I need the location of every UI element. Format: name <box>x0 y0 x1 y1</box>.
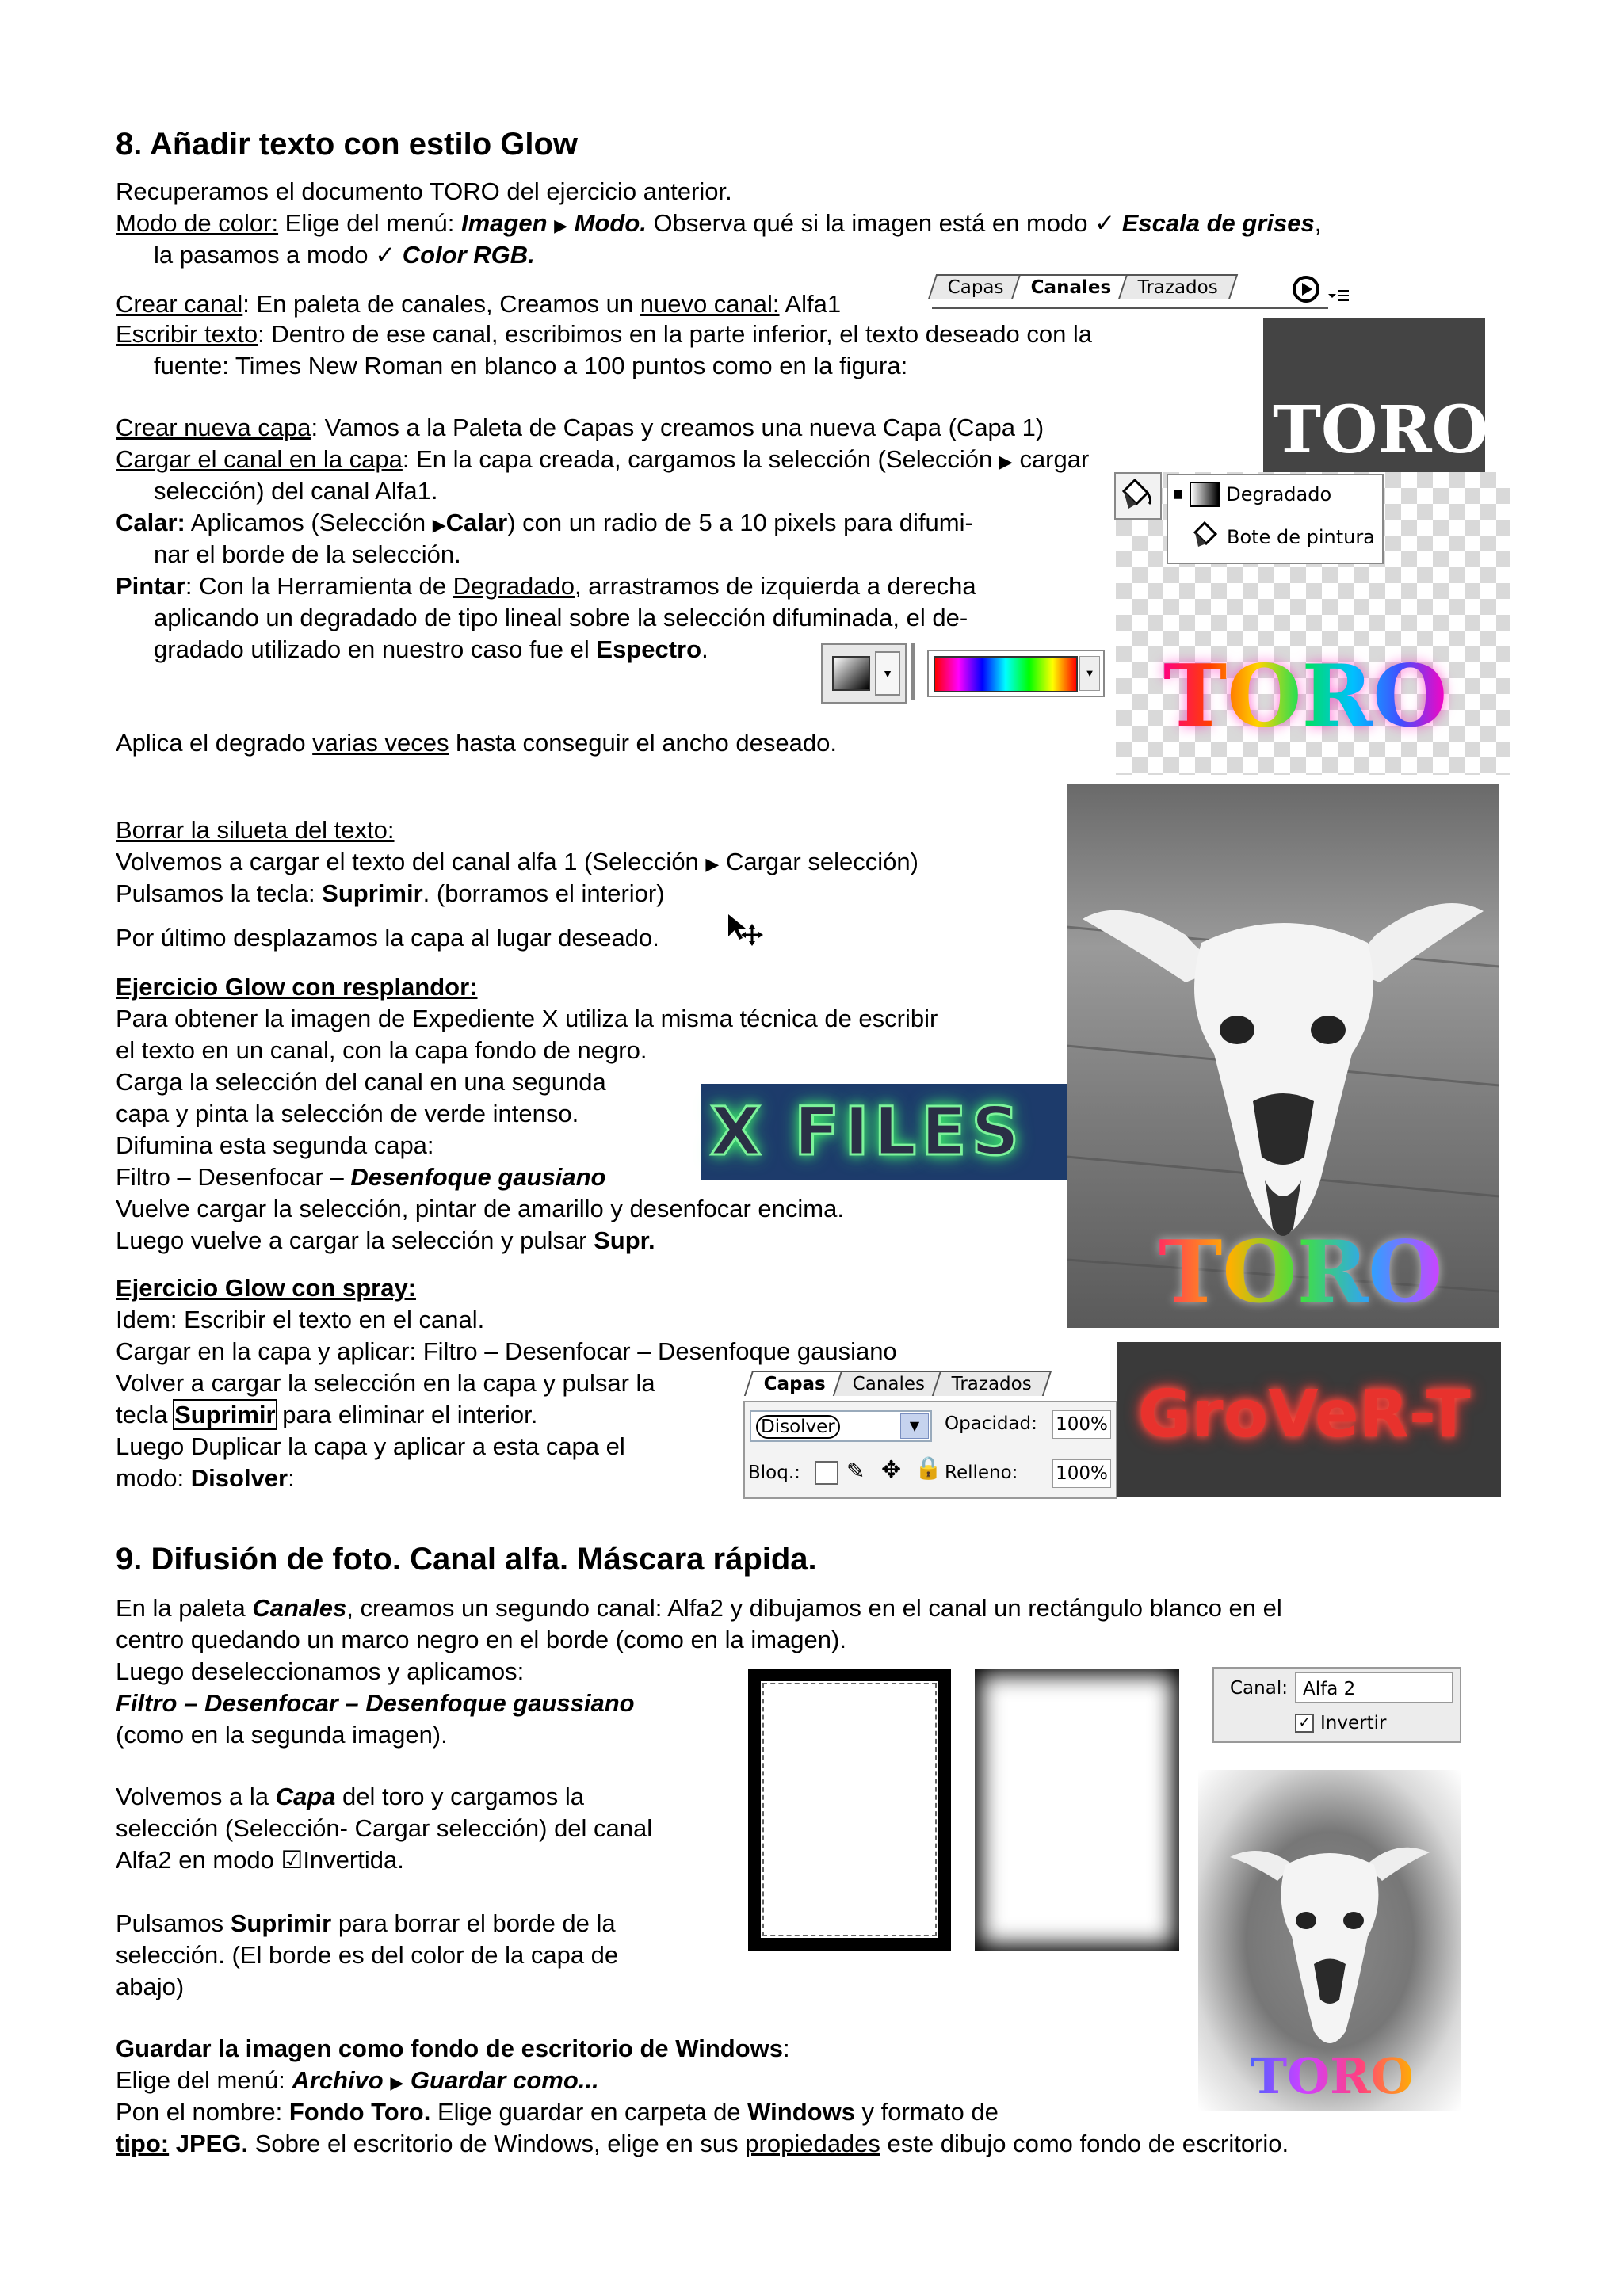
final-faded-skull-photo: TORO <box>1198 1770 1461 2111</box>
channels-palette-tabs <box>932 274 1229 299</box>
paragraph: Modo de color: Elige del menú: Imagen ▶ Modo. Observa qué si la imagen está en modo ✓ Escala de grises, <box>116 209 1322 237</box>
paragraph: Pintar: Con la Herramienta de Degradado, arrastramos de izquierda a derecha <box>116 572 976 600</box>
spectrum-swatch <box>934 656 1078 692</box>
paragraph: fuente: Times New Roman en blanco a 100 puntos como en la figura: <box>154 352 908 379</box>
paragraph: Escribir texto: Dentro de ese canal, escribimos en la parte inferior, el texto deseado con la <box>116 320 1093 348</box>
paragraph: tecla Suprimir para eliminar el interior. <box>116 1401 538 1428</box>
dropdown-arrow-icon: ▼ <box>900 1413 929 1439</box>
paragraph: Elige del menú: Archivo ▶ Guardar como... <box>116 2066 599 2094</box>
paragraph: abajo) <box>116 1973 185 2000</box>
tab-trazados[interactable]: Trazados <box>932 1371 1052 1396</box>
paragraph: Para obtener la imagen de Expediente X utiliza la misma técnica de escribir <box>116 1005 938 1032</box>
divider <box>911 643 915 700</box>
divider <box>932 307 1328 309</box>
opacity-label: Opacidad: <box>945 1413 1037 1434</box>
paragraph: Luego vuelve a cargar la selección y pulsar Supr. <box>116 1226 655 1254</box>
arrow-right-icon: ▶ <box>390 2073 404 2092</box>
blend-mode-select[interactable]: Disolver ▼ <box>750 1410 932 1442</box>
opacity-input[interactable]: 100% <box>1052 1410 1111 1439</box>
paragraph: Crear nueva capa: Vamos a la Paleta de Capas y creamos una nueva Capa (Capa 1) <box>116 414 1044 441</box>
paragraph: (como en la segunda imagen). <box>116 1721 448 1749</box>
subheading: Guardar la imagen como fondo de escritorio de Windows: <box>116 2035 790 2062</box>
lock-transparency-icon[interactable] <box>815 1461 838 1485</box>
xfiles-image: X FILES <box>701 1084 1067 1180</box>
dropdown-arrow-icon: ▼ <box>875 651 900 696</box>
canal-select[interactable]: Alfa 2 <box>1295 1672 1453 1703</box>
grover-image: GroVeR-T <box>1117 1342 1501 1497</box>
alpha-frame-image <box>748 1669 951 1951</box>
skull-photo: TORO <box>1067 784 1499 1328</box>
paragraph: Pon el nombre: Fondo Toro. Elige guardar en carpeta de Windows y formato de <box>116 2098 999 2126</box>
paragraph: Pulsamos Suprimir para borrar el borde de la <box>116 1909 616 1937</box>
paragraph: Crear canal: En paleta de canales, Creamos un nuevo canal: Alfa1 <box>116 290 842 318</box>
tab-trazados[interactable]: Trazados <box>1118 274 1238 299</box>
paragraph: selección (Selección- Cargar selección) del canal <box>116 1814 653 1842</box>
blurred-rectangle <box>981 1675 1173 1944</box>
paragraph: centro quedando un marco negro en el borde (como en la imagen). <box>116 1626 846 1653</box>
paragraph: Volvemos a cargar el texto del canal alfa 1 (Selección ▶ Cargar selección) <box>116 848 918 875</box>
paragraph: Recuperamos el documento TORO del ejercicio anterior. <box>116 177 732 205</box>
alpha-blurred-image <box>975 1669 1179 1951</box>
section-9-title: 9. Difusión de foto. Canal alfa. Máscara rápida. <box>116 1542 817 1577</box>
paragraph: Luego Duplicar la capa y aplicar a esta capa el <box>116 1432 625 1460</box>
subheading: Ejercicio Glow con spray: <box>116 1274 417 1302</box>
toro-channel-image: TORO <box>1263 318 1485 472</box>
paragraph: gradado utilizado en nuestro caso fue el Espectro. <box>154 635 708 663</box>
paragraph: Cargar el canal en la capa: En la capa creada, cargamos la selección (Selección ▶ cargar <box>116 445 1090 473</box>
subheading: Ejercicio Glow con resplandor: <box>116 973 478 1001</box>
paint-bucket-icon <box>1190 520 1220 555</box>
section-8-title: 8. Añadir texto con estilo Glow <box>116 127 579 162</box>
paragraph: Aplica el degrado varias veces hasta conseguir el ancho deseado. <box>116 729 837 757</box>
fill-label: Relleno: <box>945 1463 1018 1483</box>
tab-canales[interactable]: Canales <box>1011 274 1132 299</box>
paragraph: En la paleta Canales, creamos un segundo canal: Alfa2 y dibujamos en el canal un rectángulo blanco en el <box>116 1594 1282 1622</box>
paragraph: nar el borde de la selección. <box>154 540 461 568</box>
layers-palette-tabs <box>748 1371 1043 1396</box>
lock-icon[interactable]: 🔒 <box>915 1455 942 1481</box>
tab-capas[interactable]: Capas <box>744 1371 846 1396</box>
paragraph: Difumina esta segunda capa: <box>116 1131 434 1159</box>
paragraph: Volver a cargar la selección en la capa y pulsar la <box>116 1369 655 1397</box>
paragraph: Alfa2 en modo ☑Invertida. <box>116 1846 404 1874</box>
palette-menu-icon[interactable] <box>1290 273 1354 312</box>
invertir-checkbox-row[interactable] <box>1295 1713 1386 1733</box>
lock-label: Bloq.: <box>748 1463 800 1483</box>
paragraph: selección) del canal Alfa1. <box>154 477 438 505</box>
paragraph: Luego deseleccionamos y aplicamos: <box>116 1657 525 1685</box>
tab-capas[interactable]: Capas <box>928 274 1024 299</box>
dropdown-arrow-icon: ▼ <box>1079 656 1100 691</box>
menu-item-degradado[interactable]: ■ Degradado <box>1173 483 1332 505</box>
transparent-layer-image: TORO <box>1116 472 1510 775</box>
arrow-right-icon: ▶ <box>554 215 568 235</box>
move-tool-icon <box>725 913 763 952</box>
gradient-picker-small[interactable] <box>821 643 907 704</box>
paragraph: Vuelve cargar la selección, pintar de amarillo y desenfocar encima. <box>116 1195 844 1222</box>
paragraph: Filtro – Desenfocar – Desenfoque gaussiano <box>116 1689 635 1717</box>
invertir-checkbox[interactable]: ✓ <box>1295 1714 1314 1733</box>
move-icon[interactable]: ✥ <box>881 1456 902 1484</box>
paragraph: Filtro – Desenfocar – Desenfoque gausiano <box>116 1163 606 1191</box>
paint-bucket-tool-button[interactable] <box>1114 472 1162 520</box>
brush-icon[interactable]: ✎ <box>846 1458 865 1484</box>
paragraph: Carga la selección del canal en una segunda <box>116 1068 606 1096</box>
paragraph: la pasamos a modo ✓ Color RGB. <box>154 241 535 269</box>
paragraph: selección. (El borde es del color de la capa de <box>116 1941 619 1969</box>
paragraph: Idem: Escribir el texto en el canal. <box>116 1306 485 1333</box>
paragraph: Volvemos a la Capa del toro y cargamos la <box>116 1783 585 1810</box>
layers-palette <box>743 1401 1117 1499</box>
arrow-right-icon: ▶ <box>999 452 1013 471</box>
gradient-tool-icon <box>1190 482 1220 507</box>
paragraph: Por último desplazamos la capa al lugar deseado. <box>116 924 659 952</box>
paragraph: capa y pinta la selección de verde intenso. <box>116 1100 579 1127</box>
paragraph: Cargar en la capa y aplicar: Filtro – Desenfocar – Desenfoque gausiano <box>116 1337 897 1365</box>
tool-flyout-menu <box>1167 474 1384 564</box>
menu-item-bote[interactable]: Bote de pintura <box>1190 520 1375 555</box>
paragraph: tipo: JPEG. Sobre el escritorio de Windows, elige en sus propiedades este dibujo como fondo de escritorio. <box>116 2130 1289 2157</box>
spectrum-gradient-picker[interactable] <box>927 650 1105 697</box>
gradient-swatch <box>832 656 870 691</box>
load-selection-panel <box>1212 1667 1461 1743</box>
invertir-label: Invertir <box>1320 1713 1387 1733</box>
subheading: Borrar la silueta del texto: <box>116 816 395 844</box>
canal-label: Canal: <box>1230 1678 1288 1699</box>
arrow-right-icon: ▶ <box>705 854 720 874</box>
white-rectangle <box>761 1681 938 1938</box>
paragraph: Calar: Aplicamos (Selección ▶Calar) con un radio de 5 a 10 pixels para difumi- <box>116 509 973 536</box>
paragraph: Pulsamos la tecla: Suprimir. (borramos el interior) <box>116 879 665 907</box>
arrow-right-icon: ▶ <box>432 515 446 535</box>
paragraph: modo: Disolver: <box>116 1464 295 1492</box>
fill-input[interactable]: 100% <box>1052 1459 1111 1488</box>
tab-canales[interactable]: Canales <box>833 1371 945 1396</box>
paragraph: aplicando un degradado de tipo lineal sobre la selección difuminada, el de- <box>154 604 968 631</box>
paragraph: el texto en un canal, con la capa fondo de negro. <box>116 1036 647 1064</box>
